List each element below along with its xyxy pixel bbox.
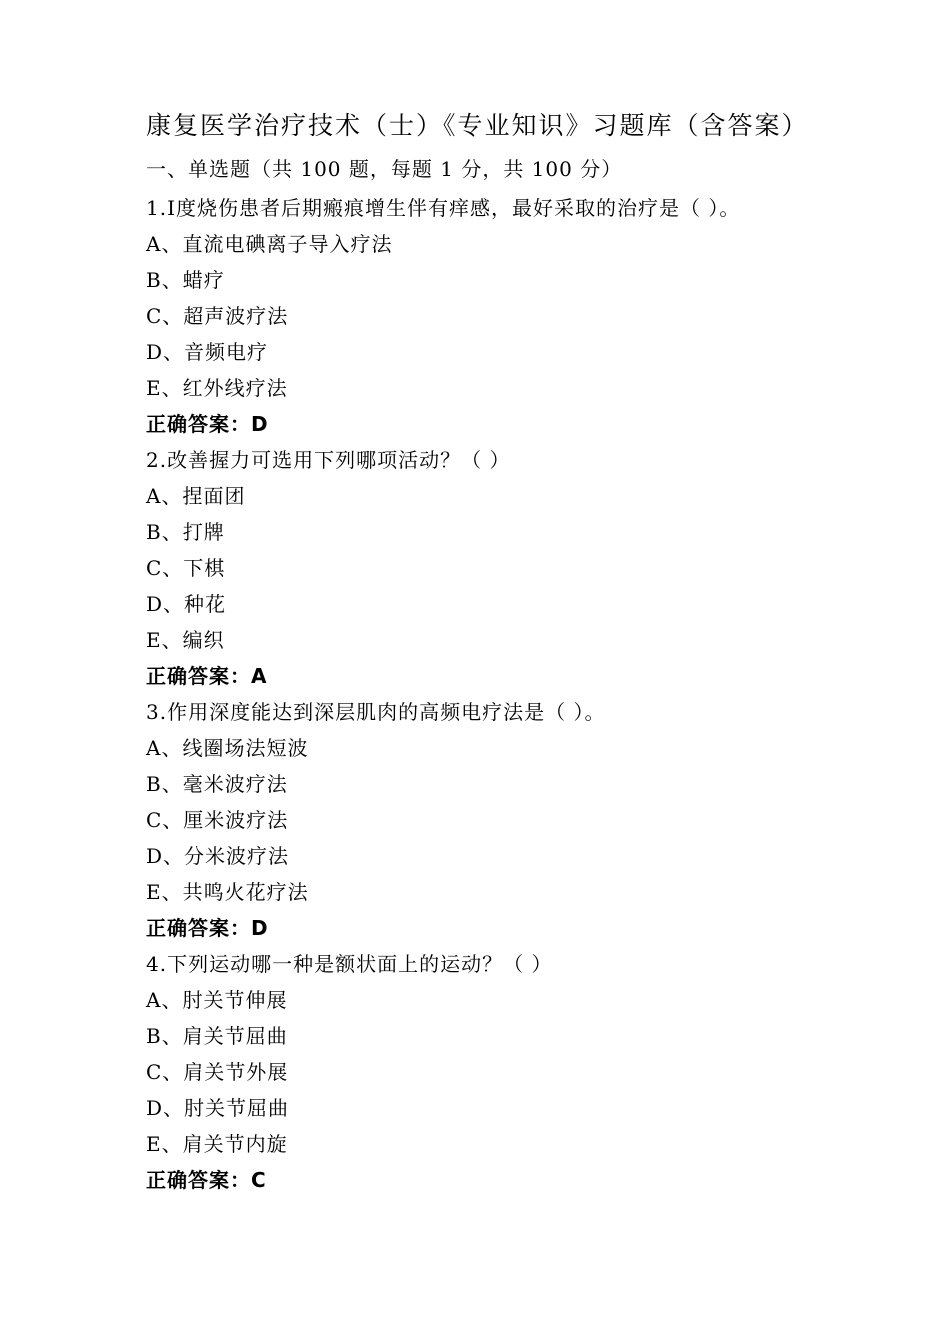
option-a: A、直流电碘离子导入疗法 xyxy=(146,232,393,256)
option-b: B、打牌 xyxy=(146,520,225,544)
option-a: A、肘关节伸展 xyxy=(146,988,288,1012)
question-block xyxy=(146,946,846,1198)
question-stem: 2.改善握力可选用下列哪项活动？（ ） xyxy=(146,448,511,472)
option-b: B、肩关节屈曲 xyxy=(146,1024,288,1048)
option-e: E、肩关节内旋 xyxy=(146,1132,288,1156)
option-d: D、音频电疗 xyxy=(146,340,269,364)
option-b: B、蜡疗 xyxy=(146,268,225,292)
question-stem: 4.下列运动哪一种是额状面上的运动？（ ） xyxy=(146,952,553,976)
option-c: C、肩关节外展 xyxy=(146,1060,289,1084)
option-e: E、共鸣火花疗法 xyxy=(146,880,309,904)
option-c: C、超声波疗法 xyxy=(146,304,289,328)
option-d: D、分米波疗法 xyxy=(146,844,290,868)
option-c: C、厘米波疗法 xyxy=(146,808,289,832)
option-d: D、肘关节屈曲 xyxy=(146,1096,290,1120)
option-e: E、编织 xyxy=(146,628,225,652)
question-block xyxy=(146,694,846,946)
section-heading: 一、单选题（共 100 题，每题 1 分，共 100 分） xyxy=(146,157,623,181)
question-block xyxy=(146,190,846,442)
option-b: B、毫米波疗法 xyxy=(146,772,288,796)
option-e: E、红外线疗法 xyxy=(146,376,288,400)
question-stem: 1.Ⅰ度烧伤患者后期瘢痕增生伴有痒感，最好采取的治疗是（ ）。 xyxy=(146,196,741,220)
question-block xyxy=(146,442,846,694)
question-list xyxy=(146,190,846,1198)
option-a: A、捏面团 xyxy=(146,484,246,508)
option-c: C、下棋 xyxy=(146,556,226,580)
question-stem: 3.作用深度能达到深层肌肉的高频电疗法是（ ）。 xyxy=(146,700,606,724)
option-d: D、种花 xyxy=(146,592,227,616)
option-a: A、线圈场法短波 xyxy=(146,736,309,760)
correct-answer: 正确答案：C xyxy=(146,1168,267,1192)
correct-answer: 正确答案：A xyxy=(146,664,268,688)
correct-answer: 正确答案：D xyxy=(146,412,269,436)
correct-answer: 正确答案：D xyxy=(146,916,269,940)
document-title: 康复医学治疗技术（士）《专业知识》习题库（含答案） xyxy=(146,111,809,140)
